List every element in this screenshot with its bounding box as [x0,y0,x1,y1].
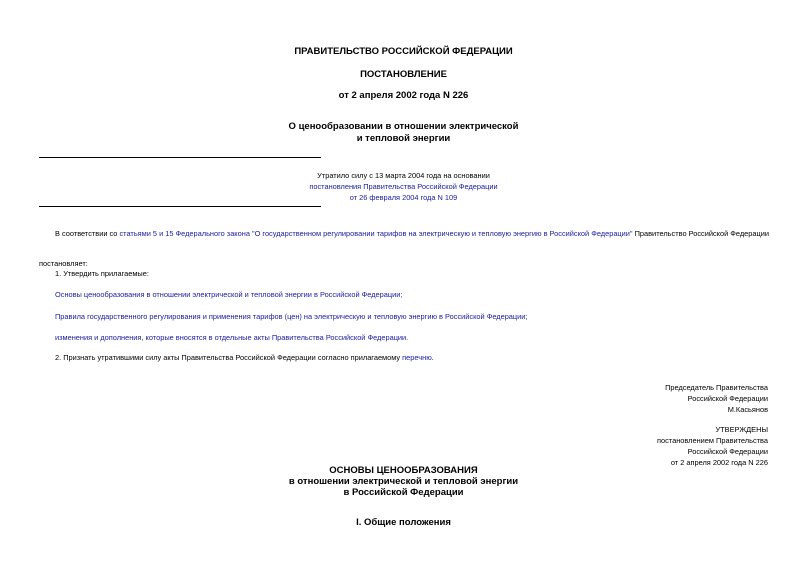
status-note-link-line1[interactable]: постановления Правительства Российской Федерации [309,182,498,191]
annex-title-line2: в отношении электрической и тепловой энергии [288,476,519,487]
signature-title: Председатель Правительства [665,383,768,392]
approval-date: от 2 апреля 2002 года N 226 [670,458,768,467]
signature-name: М.Касьянов [727,405,768,414]
annex-title-line3: в Российской Федерации [343,487,464,498]
document-date-number: от 2 апреля 2002 года N 226 [338,90,469,101]
repealed-list-link[interactable]: перечню [402,353,432,362]
preamble [55,228,775,239]
annex-title-line1: ОСНОВЫ ЦЕНООБРАЗОВАНИЯ [329,465,478,476]
status-note-link-line2[interactable]: от 26 февраля 2004 года N 109 [349,193,458,202]
preamble-suffix: Правительство Российской Федерации [632,229,769,238]
document-title-line2: и тепловой энергии [356,133,451,144]
government-name: ПРАВИТЕЛЬСТВО РОССИЙСКОЙ ФЕДЕРАЦИИ [294,46,513,57]
divider-top [39,157,321,158]
law-articles-link[interactable]: статьями 5 и 15 Федерального закона "О государственном регулировании тарифов на электрическую и тепловую энергию в Российской Федерации" [119,229,633,238]
tariff-rules-link[interactable]: Правила государственного регулирования и применения тарифов (цен) на электрическую и тепловую энергию в Российской Федерации; [55,312,528,321]
section-heading: I. Общие положения [356,517,451,528]
item-2-end: . [431,353,434,362]
approval-heading: УТВЕРЖДЕНЫ [715,425,768,434]
status-note-text: Утратило силу с 13 марта 2004 года на основании [317,171,490,180]
approval-country: Российской Федерации [687,447,768,456]
divider-bottom [39,206,321,207]
item-2-text: 2. Признать утратившими силу акты Правительства Российской Федерации согласно прилагаемому [55,353,403,362]
approval-by: постановлением Правительства [657,436,768,445]
status-note [0,170,807,203]
preamble-prefix: В соответствии со [55,229,120,238]
signature-block [665,382,768,415]
amendments-link[interactable]: изменения и дополнения, которые вносятся в отдельные акты Правительства Российской Федерации. [55,333,409,342]
document-title-line1: О ценообразовании в отношении электрической [288,121,519,132]
signature-country: Российской Федерации [687,394,768,403]
document-type: ПОСТАНОВЛЕНИЕ [360,69,447,80]
item-1: 1. Утвердить прилагаемые: [55,269,149,278]
item-2 [55,352,434,363]
pricing-basics-link[interactable]: Основы ценообразования в отношении электрической и тепловой энергии в Российской Федерации; [55,290,403,299]
resolves-text: постановляет: [39,259,88,268]
approval-block [657,424,768,468]
